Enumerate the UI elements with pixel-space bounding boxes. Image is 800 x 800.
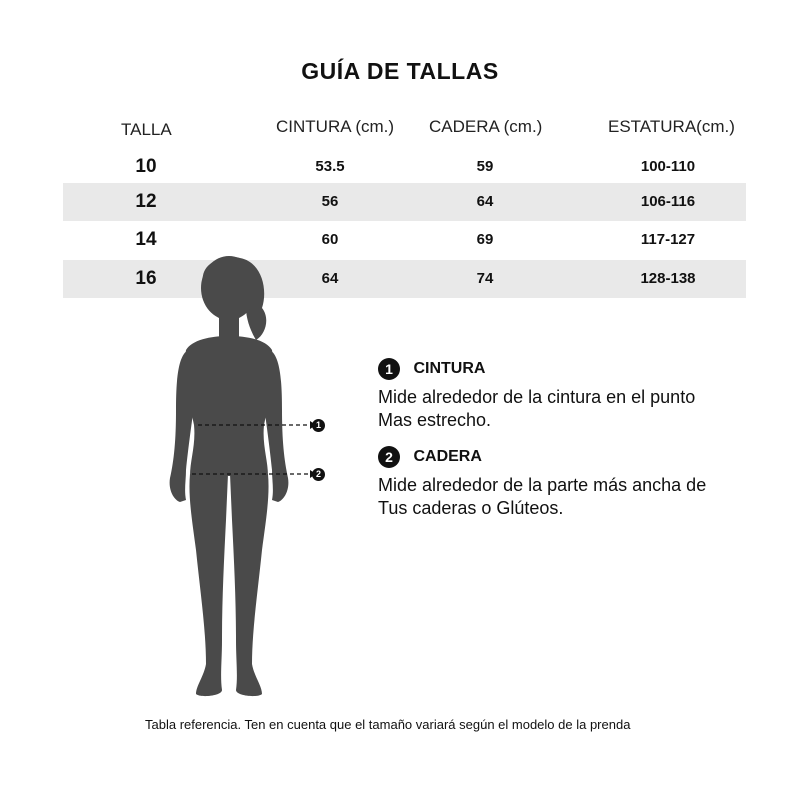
waist-marker-badge: 1 <box>312 419 325 432</box>
header-cadera: CADERA (cm.) <box>429 117 543 136</box>
cell-talla: 12 <box>135 191 157 212</box>
cell-estatura: 106-116 <box>640 193 696 210</box>
cell-estatura: 117-127 <box>640 231 696 248</box>
cell-talla: 16 <box>135 268 157 289</box>
hip-section-heading <box>378 446 482 468</box>
cell-cadera: 64 <box>476 193 494 210</box>
page-title: GUÍA DE TALLAS <box>301 58 499 84</box>
waist-description <box>378 386 758 432</box>
cell-cadera: 59 <box>476 158 494 175</box>
cell-cintura: 53.5 <box>315 158 345 175</box>
header-estatura: ESTATURA(cm.) <box>608 117 735 136</box>
number-one-badge: 1 <box>378 358 400 380</box>
cell-estatura: 100-110 <box>640 158 696 175</box>
hip-description-line1: Mide alrededor de la parte más ancha de <box>378 475 707 495</box>
cell-cadera: 69 <box>476 231 494 248</box>
header-talla: TALLA <box>121 120 172 139</box>
waist-title: CINTURA <box>413 360 486 377</box>
hip-description-line2: Tus caderas o Glúteos. <box>378 498 564 518</box>
cell-cintura: 60 <box>321 231 339 248</box>
waist-description-line2: Mas estrecho. <box>378 410 492 430</box>
waist-description-line1: Mide alrededor de la cintura en el punto <box>378 387 696 407</box>
cell-talla: 14 <box>135 229 157 250</box>
hip-marker-badge: 2 <box>312 468 325 481</box>
footnote: Tabla referencia. Ten en cuenta que el tamaño variará según el modelo de la prenda <box>145 717 631 732</box>
cell-estatura: 128-138 <box>640 270 696 287</box>
cell-cintura: 64 <box>321 270 339 287</box>
cell-cadera: 74 <box>476 270 494 287</box>
cell-talla: 10 <box>135 156 157 177</box>
hip-title: CADERA <box>413 448 482 465</box>
hip-description <box>378 474 758 520</box>
waist-section-heading <box>378 358 485 380</box>
cell-cintura: 56 <box>321 193 339 210</box>
header-cintura: CINTURA (cm.) <box>276 117 395 136</box>
number-two-badge: 2 <box>378 446 400 468</box>
